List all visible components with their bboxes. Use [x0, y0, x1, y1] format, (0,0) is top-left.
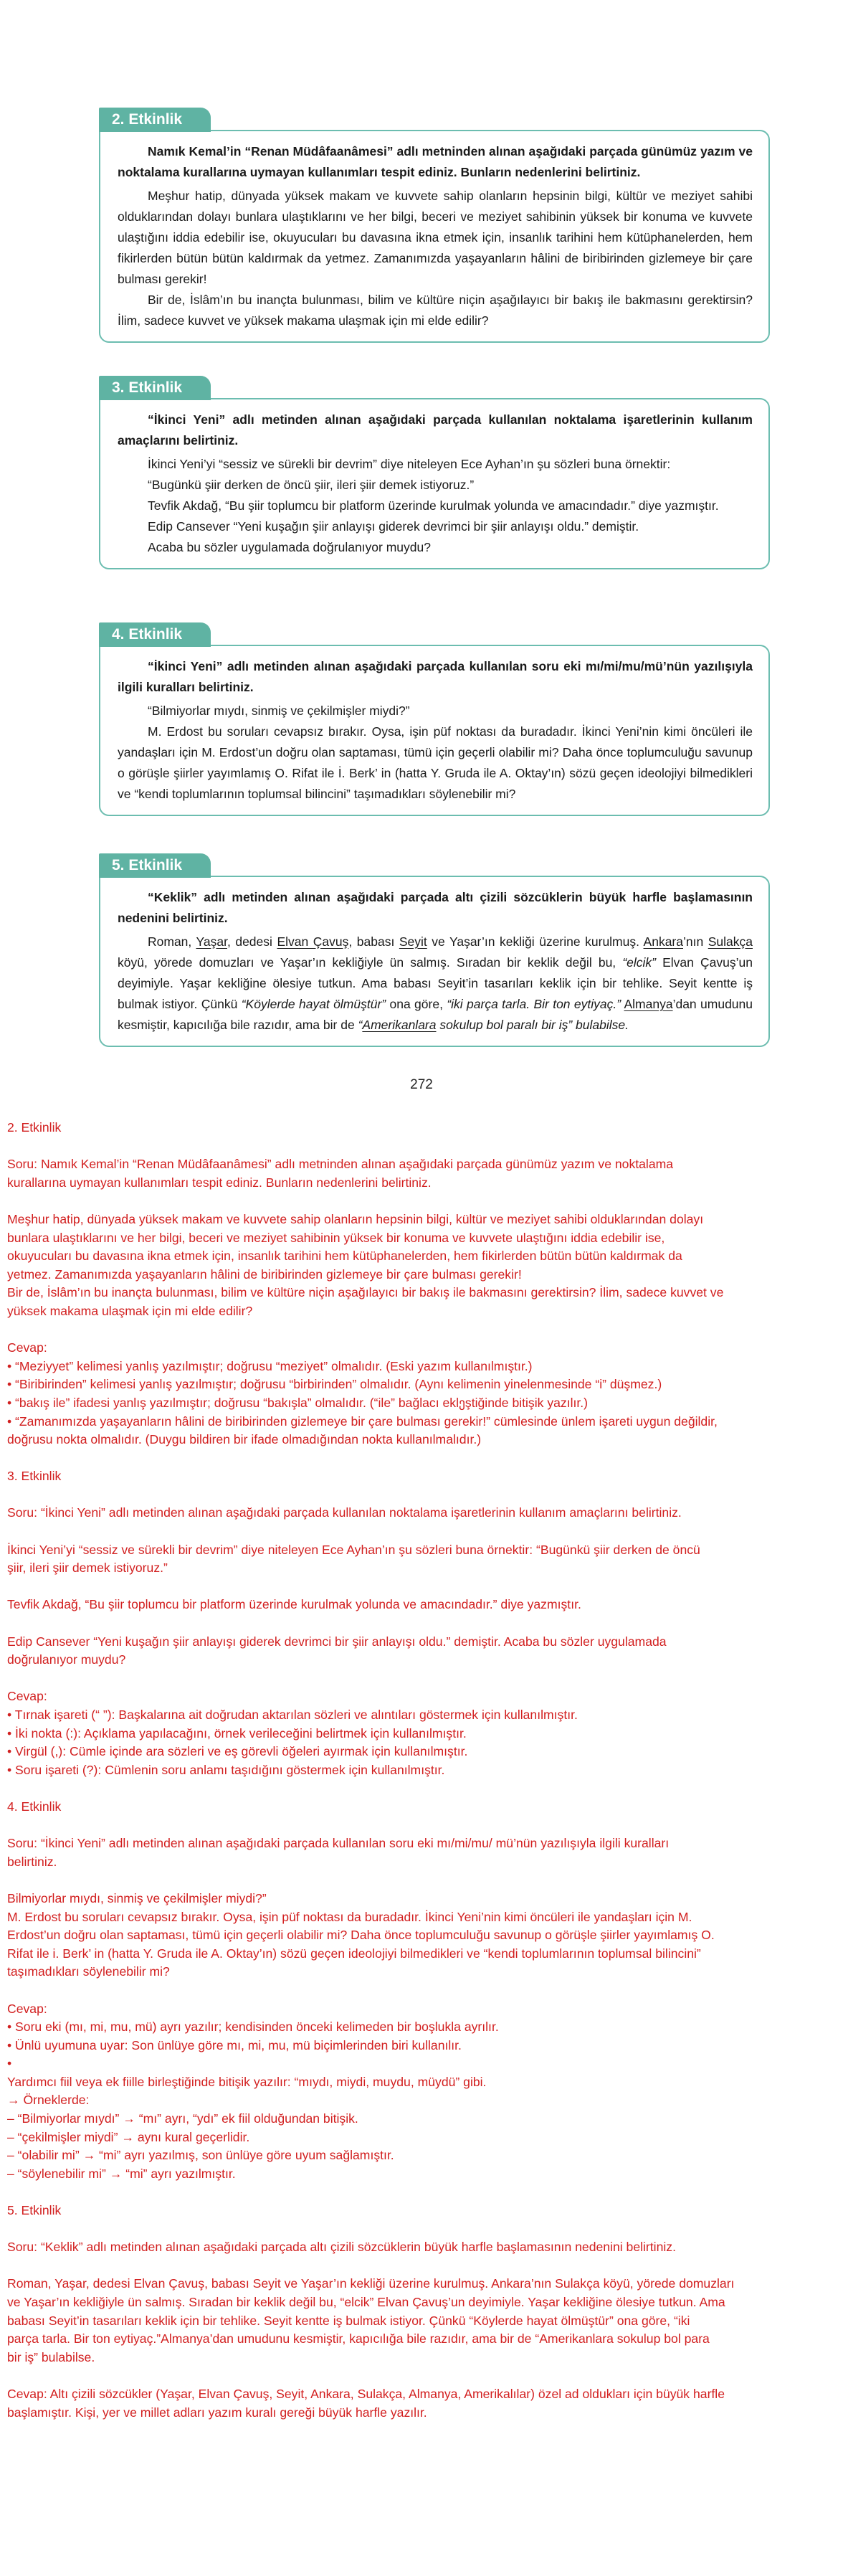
passage-paragraph: Edip Cansever “Yeni kuşağın şiir anlayışı giderek devrimci bir şiir anlayışı oldu.” demiştir. [148, 519, 639, 534]
answer-line: Cevap: Altı çizili sözcükler (Yaşar, Elvan Çavuş, Seyit, Ankara, Sulakça, Almanya, Amerikalılar) özel ad oldukları için büyük harfle [7, 2386, 725, 2401]
answer-line [7, 1449, 839, 1468]
answer-line [7, 1486, 839, 1505]
answer-line [7, 1779, 839, 1798]
page-number: 272 [410, 1077, 433, 1092]
activity-box [99, 398, 770, 569]
activity-tag: 3. Etkinlik [99, 376, 211, 400]
answer-line: Erdost’un doğru olan saptaması, tümü için geçerli olabilir mi? Daha önce toplumculuğu savunup o görüşle şiirler yayımlamış O. [7, 1928, 715, 1943]
answer-line [7, 1137, 839, 1156]
answer-line: Soru: “İkinci Yeni” adlı metinden alınan aşağıdaki parçada kullanılan noktalama işaretlerinin kullanım amaçlarını belirtiniz. [7, 1505, 682, 1520]
answer-line: • Soru işareti (?): Cümlenin soru anlamı taşıdığını göstermek için kullanılmıştır. [7, 1762, 445, 1777]
underlined-word: Sulakça [708, 934, 753, 949]
answer-line [7, 2220, 839, 2239]
activity-question: “Keklik” adlı metinden alınan aşağıdaki parçada altı çizili sözcüklerin büyük harfle başlamasının nedenini belirtiniz. [118, 890, 753, 925]
answer-line: • Soru eki (mı, mi, mu, mü) ayrı yazılır; kendisinden önceki kelimeden bir boşlukla ayrılır. [7, 2019, 499, 2035]
answer-line [7, 2257, 839, 2276]
text-run: , dedesi [227, 934, 277, 949]
passage-paragraph: “Bilmiyorlar mıydı, sinmiş ve çekilmişler miydi?” [148, 704, 410, 718]
activity-box [99, 876, 770, 1047]
answer-line: • Tırnak işareti (“ ”): Başkalarına ait doğrudan aktarılan sözleri ve alıntıları göstermek için kullanılmıştır. [7, 1708, 578, 1722]
answer-line: taşımadıkları söylenebilir mi? [7, 1964, 170, 1979]
answer-line: Roman, Yaşar, dedesi Elvan Çavuş, babası Seyit ve Yaşar’ın kekliği üzerine kurulmuş. Ankara’nın Sulakça köyü, yörede domuzları [7, 2276, 735, 2291]
answer-line: Soru: “Keklik” adlı metinden alınan aşağıdaki parçada altı çizili sözcüklerin büyük harfle başlamasının nedenini belirtiniz. [7, 2240, 676, 2255]
answer-line: M. Erdost bu soruları cevapsız bırakır. Oysa, işin püf noktası da buradadır. İkinci Yeni’nin kimi öncüleri ile yandaşları için M. [7, 1909, 692, 1924]
underlined-word: Seyit [399, 934, 427, 949]
passage-paragraph: Meşhur hatip, dünyada yüksek makam ve kuvvete sahip olanların hepsinin bilgi, kültür ve meziyet sahibi olduklarından dolayı bunlara ulaştıklarını ve her bilgi, beceri ve meziyet sahibinin yüksek bir konuma ve kuvvete ulaştığını iddia edebilir ise, okuyucuları bu davasına ikna etmek için, insanlık tarihini hem kütüphanelerden, hem fikirlerden bütün bütün kaldırmak da yetmez. Zamanımızda yaşayanların hâlini de biribirinden gizlemeye bir çare bulması gerekir! [118, 189, 753, 286]
answer-line: • [7, 2056, 12, 2071]
answer-line: başlamıştır. Kişi, yer ve millet adları yazım kuralı gereği büyük harfle yazılır. [7, 2405, 427, 2420]
answer-line: Soru: Namık Kemal’in “Renan Müdâfaanâmesi” adlı metninden alınan aşağıdaki parçada günümüz yazım ve noktalama [7, 1157, 674, 1172]
answer-line: belirtiniz. [7, 1854, 57, 1869]
answer-line: Cevap: [7, 1340, 47, 1355]
underlined-word: Ankara [643, 934, 683, 949]
text-run: Elvan Çavuş’un deyimiyle. Yaşar kekliğine ölesiye tutkun. Ama babası Seyit’in tasarıları keklik için bir tehlike. Seyit kentte iş bulmak istiyor. Çünkü [118, 955, 753, 1011]
answer-line: kurallarına uymayan kullanımları tespit ediniz. Bunların nedenlerini belirtiniz. [7, 1175, 432, 1190]
answer-line: ve Yaşar’ın kekliğiyle ün salmış. Sıradan bir keklik değil bu, “elcik” Elvan Çavuş’un deyimiyle. Yaşar kekliğine ölesiye tutkun. Ama [7, 2295, 725, 2309]
textbook-page [0, 0, 843, 1092]
answer-line: Edip Cansever “Yeni kuşağın şiir anlayışı giderek devrimci bir şiir anlayışı oldu.” demiştir. Acaba bu sözler uygulamada [7, 1634, 667, 1649]
answer-line [7, 1614, 839, 1633]
answer-line [7, 2367, 839, 2385]
text-run: köyü, yörede domuzları ve Yaşar’ın kekliğiyle ün salmış. Sıradan bir keklik değil bu, [118, 955, 623, 970]
passage-paragraph: “Bugünkü şiir derken de öncü şiir, ileri şiir demek istiyoruz.” [148, 478, 475, 492]
answer-line: 4. Etkinlik [7, 1799, 62, 1814]
passage-paragraph: İkinci Yeni’yi “sessiz ve sürekli bir devrim” diye niteleyen Ece Ayhan’ın şu sözleri buna örnektir: [148, 457, 671, 471]
answer-line: → Örneklerde: [7, 2093, 90, 2108]
answer-line [7, 1981, 839, 2000]
underlined-word: Elvan Çavuş [277, 934, 349, 949]
activity-tag: 2. Etkinlik [99, 108, 211, 132]
italic-run: “ [358, 1018, 363, 1032]
answer-line: • Virgül (,): Cümle içinde ara sözleri ve eş görevli öğeleri ayırmak için kullanılmıştır. [7, 1744, 468, 1759]
answer-line: Bilmiyorlar mıydı, sinmiş ve çekilmişler miydi?” [7, 1890, 267, 1905]
answer-line: parça tarla. Bir ton eytiyaç.”Almanya’dan umudunu kesmiştir, kapıcılığa bile razıdır, ama bir de “Amerikanlara sokulup bol para [7, 2331, 710, 2347]
activity-question: Namık Kemal’in “Renan Müdâfaanâmesi” adlı metninden alınan aşağıdaki parçada günümüz yazım ve noktalama kurallarına uymayan kullanımları tespit ediniz. Bunların nedenlerini belirtiniz. [118, 144, 753, 179]
italic-run: “Köylerde hayat ölmüştür” [241, 997, 386, 1011]
answer-line: 2. Etkinlik [7, 1120, 62, 1135]
answer-line [7, 1817, 839, 1835]
activity-4 [99, 622, 770, 816]
italic-run: sokulup bol paralı bir iş” bulabilse. [436, 1018, 629, 1032]
answer-line: Bir de, İslâm’ın bu inançta bulunması, bilim ve kültüre niçin aşağılayıcı bir bakış ile bakmasını gerektirsin? İlim, sadece kuvvet ve [7, 1285, 724, 1300]
answer-line: • Ünlü uyumuna uyar: Son ünlüye göre mı, mi, mu, mü biçimlerinden biri kullanılır. [7, 2037, 462, 2052]
activity-5 [99, 853, 770, 1047]
italic-run: “iki parça tarla. Bir ton eytiyaç.” [447, 997, 621, 1011]
answer-line: Cevap: [7, 1689, 47, 1704]
answer-line [7, 1192, 839, 1211]
answer-line: – “çekilmişler miydi” → aynı kural geçerlidir. [7, 2129, 250, 2144]
answer-line [7, 1871, 839, 1890]
answer-line: bunlara ulaştıklarını ve her bilgi, beceri ve meziyet sahibinin yüksek bir konuma ve kuvvete ulaştığını iddia edebilir ise, [7, 1230, 665, 1245]
answer-line: yüksek makama ulaşmak için mi elde edilir? [7, 1303, 253, 1318]
answer-line: okuyucuları bu davasına ikna etmek için, insanlık tarihini hem kütüphanelerden, hem fikirlerden bütün bütün kaldırmak da [7, 1249, 682, 1264]
passage-paragraph: Bir de, İslâm’ın bu inançta bulunması, bilim ve kültüre niçin aşağılayıcı bir bakış ile bakmasını gerektirsin? İlim, sadece kuvvet ve yüksek makama ulaşmak için mi elde edilir? [118, 293, 753, 328]
activity-2 [99, 108, 770, 343]
answer-line: • “Biribirinden” kelimesi yanlış yazılmıştır; doğrusu “birbirinden” olmalıdır. (Aynı kelimenin yinelenmesinde “i” düşmez.) [7, 1377, 662, 1392]
passage-paragraph: M. Erdost bu soruları cevapsız bırakır. Oysa, işin püf noktası da buradadır. İkinci Yeni’nin kimi öncüleri ile yandaşları için M. Erdost’un doğru olan saptaması, tümü için geçerli olabilir mi? Daha önce toplumculuğu savunup o görüşle şiirler yayımlamış O. Rifat ile İ. Berk’ in (hatta Y. Gruda ile A. Oktay’ın) sözü geçen ideolojiyi bilmedikleri ve “kendi toplumlarının toplumsal bilincini” taşımadıkları söylenebilir mi? [118, 724, 753, 801]
activity-question: “İkinci Yeni” adlı metinden alınan aşağıdaki parçada kullanılan noktalama işaretlerinin kullanım amaçlarını belirtiniz. [118, 412, 753, 448]
activity-box [99, 645, 770, 816]
answer-line: İkinci Yeni’yi “sessiz ve sürekli bir devrim” diye niteleyen Ece Ayhan’ın şu sözleri buna örnektir: “Bugünkü şiir derken de öncü [7, 1542, 700, 1557]
answer-line: • İki nokta (:): Açıklama yapılacağını, örnek verileceğini belirtmek için kullanılmıştır. [7, 1725, 467, 1741]
answer-line: 3. Etkinlik [7, 1469, 62, 1484]
answer-line [7, 1670, 839, 1688]
answer-line: Yardımcı fiil veya ek fiille birleştiğinde bitişik yazılır: “mıydı, miydi, muydu, müydü” gibi. [7, 2074, 487, 2089]
answer-line: – “söylenebilir mi” → “mi” ayrı yazılmıştır. [7, 2166, 236, 2181]
passage-paragraph [118, 932, 753, 1036]
answer-line: doğrulanıyor muydu? [7, 1652, 126, 1667]
text-run: ona göre, [386, 997, 447, 1011]
answer-line: bir iş” bulabilse. [7, 2349, 95, 2364]
text-run: ve Yaşar’ın kekliği üzerine kurulmuş. [427, 934, 644, 949]
passage-paragraph: Acaba bu sözler uygulamada doğrulanıyor muydu? [148, 540, 431, 554]
text-run: ’dan umudunu kesmiştir, kapıcılığa bile razıdır, ama bir de [118, 997, 753, 1032]
answer-line: Rifat ile i. Berk’ in (hatta Y. Gruda ile A. Oktay’ın) sözü geçen ideolojiyi bilmedikleri ve “kendi toplumlarının toplumsal bilincini” [7, 1946, 701, 1961]
answer-line: şiir, ileri şiir demek istiyoruz.” [7, 1561, 168, 1576]
passage-paragraph: Tevfik Akdağ, “Bu şiir toplumcu bir platform üzerinde kurulmak yolunda ve amacındadır.” diye yazmıştır. [148, 498, 719, 513]
answer-line: Meşhur hatip, dünyada yüksek makam ve kuvvete sahip olanların hepsinin bilgi, kültür ve meziyet sahibi olduklarından dolayı [7, 1211, 704, 1226]
answer-text [7, 1119, 839, 2422]
answer-line: – “Bilmiyorlar mıydı” → “mı” ayrı, “ydı” ek fiil olduğundan bitişik. [7, 2111, 358, 2126]
answer-line: Soru: “İkinci Yeni” adlı metinden alınan aşağıdaki parçada kullanılan soru eki mı/mi/mu/ mü’nün yazılışıyla ilgili kuralları [7, 1836, 670, 1851]
answer-line [7, 1321, 839, 1340]
answer-line: • “Meziyyet” kelimesi yanlış yazılmıştır; doğrusu “meziyet” olmalıdır. (Eski yazım kullanılmıştır.) [7, 1358, 533, 1373]
activity-tag: 4. Etkinlik [99, 622, 211, 647]
answer-line: • “Zamanımızda yaşayanların hâlini de biribirinden gizlemeye bir çare bulması gerekir!” cümlesinde ünlem işareti uygun değildir, [7, 1414, 718, 1429]
answer-line: – “olabilir mi” → “mi” ayrı yazılmış, son ünlüye göre uyum sağlamıştır. [7, 2148, 394, 2163]
underlined-word: Amerikanlara [362, 1018, 437, 1032]
italic-run: “elcik” [622, 955, 656, 970]
answer-line: Cevap: [7, 2001, 47, 2016]
answer-line: doğrusu nokta olmalıdır. (Duygu bildiren bir ifade olmadığından nokta kullanılmalıdır.) [7, 1432, 482, 1447]
answer-line: Tevfik Akdağ, “Bu şiir toplumcu bir platform üzerinde kurulmak yolunda ve amacındadır.” diye yazmıştır. [7, 1597, 581, 1612]
text-run: ’nın [683, 934, 708, 949]
answer-line [7, 2183, 839, 2202]
answer-line [7, 1578, 839, 1596]
activity-3 [99, 376, 770, 569]
answer-line: babası Seyit’in tasarıları keklik için bir tehlike. Seyit kentte iş bulmak istiyor. Çünkü “Köylerde hayat ölmüştür” ona göre, “iki [7, 2313, 690, 2328]
answer-line: 5. Etkinlik [7, 2203, 62, 2218]
answer-line [7, 1523, 839, 1541]
text-run: Roman, [148, 934, 196, 949]
activity-question: “İkinci Yeni” adlı metinden alınan aşağıdaki parçada kullanılan soru eki mı/mi/mu/mü’nün yazılışıyla ilgili kuralları belirtiniz. [118, 659, 753, 694]
underlined-word: Yaşar [196, 934, 227, 949]
answer-line: • “bakış ile” ifadesi yanlış yazılmıştır; doğrusu “bakışla” olmalıdır. (“ile” bağlacı eklეştiğinde bitişik yazılır.) [7, 1395, 589, 1410]
activity-box [99, 130, 770, 343]
text-run: , babası [348, 934, 399, 949]
underlined-word: Almanya [624, 997, 673, 1011]
activity-tag: 5. Etkinlik [99, 853, 211, 878]
answer-line: yetmez. Zamanımızda yaşayanların hâlini de biribirinden gizlemeye bir çare bulması gerekir! [7, 1266, 522, 1282]
